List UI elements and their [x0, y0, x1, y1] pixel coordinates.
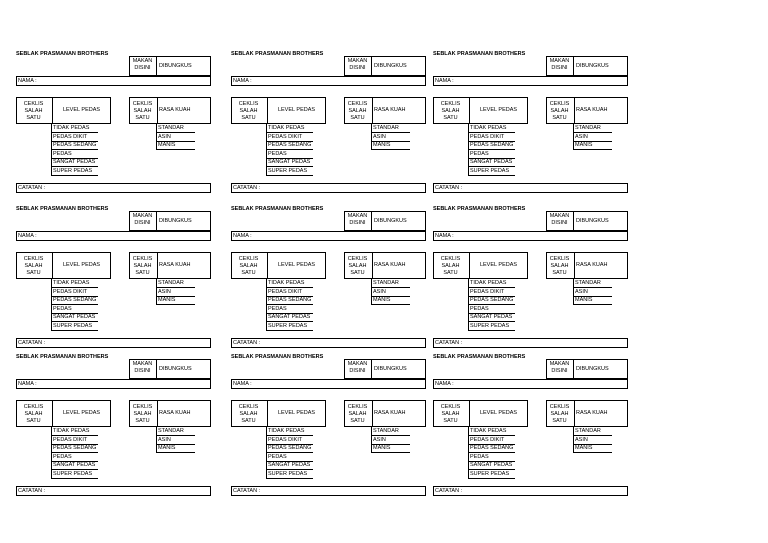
makan-disini-option[interactable]: MAKAN DISINI — [347, 361, 368, 374]
rasa-kuah-header: RASA KUAH — [159, 107, 191, 113]
rasa-kuah-header: RASA KUAH — [576, 262, 608, 268]
level-pedas-option[interactable]: TIDAK PEDAS — [51, 124, 98, 133]
catatan-field[interactable] — [16, 338, 211, 348]
level-pedas-option[interactable]: TIDAK PEDAS — [51, 427, 98, 436]
level-pedas-option[interactable]: SANGAT PEDAS — [51, 313, 98, 322]
rasa-kuah-option[interactable]: MANIS — [371, 141, 410, 150]
level-pedas-option[interactable]: PEDAS DIKIT — [266, 436, 313, 445]
rasa-kuah-option[interactable]: STANDAR — [156, 279, 195, 288]
level-pedas-option[interactable]: PEDAS — [468, 150, 515, 159]
catatan-label: CATATAN : — [435, 488, 463, 494]
catatan-label: CATATAN : — [233, 340, 261, 346]
rasa-kuah-option[interactable]: MANIS — [371, 444, 410, 453]
catatan-field[interactable] — [433, 486, 628, 496]
ceklis-label: CEKLIS SALAH SATU — [23, 101, 44, 121]
level-pedas-header: LEVEL PEDAS — [62, 410, 101, 416]
dibungkus-option[interactable]: DIBUNGKUS — [374, 63, 407, 69]
ceklis-label: CEKLIS SALAH SATU — [23, 404, 44, 424]
level-pedas-option[interactable]: SUPER PEDAS — [266, 322, 313, 331]
dibungkus-option[interactable]: DIBUNGKUS — [576, 63, 609, 69]
dibungkus-option[interactable]: DIBUNGKUS — [576, 218, 609, 224]
level-pedas-option[interactable]: PEDAS — [266, 453, 313, 462]
catatan-label: CATATAN : — [233, 185, 261, 191]
level-pedas-header: LEVEL PEDAS — [277, 262, 316, 268]
nama-field[interactable] — [433, 379, 628, 389]
nama-label: NAMA : — [233, 381, 252, 387]
level-pedas-option[interactable]: PEDAS — [51, 150, 98, 159]
makan-disini-option[interactable]: MAKAN DISINI — [347, 213, 368, 226]
ceklis-label: CEKLIS SALAH SATU — [440, 404, 461, 424]
level-pedas-option[interactable]: TIDAK PEDAS — [468, 279, 515, 288]
makan-disini-option[interactable]: MAKAN DISINI — [549, 213, 570, 226]
nama-label: NAMA : — [233, 78, 252, 84]
order-form-card — [433, 354, 633, 504]
level-pedas-option[interactable]: PEDAS — [468, 453, 515, 462]
level-pedas-option[interactable]: PEDAS — [266, 305, 313, 314]
rasa-kuah-option[interactable]: MANIS — [156, 444, 195, 453]
order-form-card — [231, 354, 431, 504]
catatan-field[interactable] — [16, 486, 211, 496]
level-pedas-option[interactable]: PEDAS SEDANG — [470, 142, 514, 149]
catatan-label: CATATAN : — [18, 488, 46, 494]
dibungkus-option[interactable]: DIBUNGKUS — [374, 366, 407, 372]
catatan-field[interactable] — [231, 183, 426, 193]
makan-disini-option[interactable]: MAKAN DISINI — [132, 213, 153, 226]
rasa-kuah-header: RASA KUAH — [159, 410, 191, 416]
level-pedas-option[interactable]: SUPER PEDAS — [468, 167, 515, 176]
nama-field[interactable] — [231, 231, 426, 241]
rasa-kuah-option[interactable]: STANDAR — [156, 124, 195, 133]
rasa-kuah-header: RASA KUAH — [374, 107, 406, 113]
catatan-field[interactable] — [16, 183, 211, 193]
rasa-kuah-header: RASA KUAH — [576, 107, 608, 113]
form-title: SEBLAK PRASMANAN BROTHERS — [231, 206, 324, 212]
level-pedas-option[interactable]: PEDAS SEDANG — [268, 142, 312, 149]
level-pedas-option[interactable]: PEDAS SEDANG — [53, 445, 97, 452]
level-pedas-option[interactable]: TIDAK PEDAS — [468, 124, 515, 133]
catatan-label: CATATAN : — [18, 185, 46, 191]
form-title: SEBLAK PRASMANAN BROTHERS — [433, 51, 526, 57]
makan-disini-option[interactable]: MAKAN DISINI — [549, 58, 570, 71]
level-pedas-option[interactable]: PEDAS DIKIT — [266, 133, 313, 142]
level-pedas-option[interactable]: PEDAS DIKIT — [51, 288, 98, 297]
catatan-label: CATATAN : — [435, 340, 463, 346]
dibungkus-option[interactable]: DIBUNGKUS — [159, 366, 192, 372]
level-pedas-option[interactable]: TIDAK PEDAS — [266, 124, 313, 133]
nama-label: NAMA : — [18, 78, 37, 84]
rasa-kuah-option[interactable]: ASIN — [371, 133, 410, 142]
rasa-kuah-header: RASA KUAH — [374, 262, 406, 268]
catatan-field[interactable] — [433, 183, 628, 193]
level-pedas-option[interactable]: SANGAT PEDAS — [51, 158, 98, 167]
level-pedas-header: LEVEL PEDAS — [62, 107, 101, 113]
ceklis-label: CEKLIS SALAH SATU — [549, 256, 570, 276]
nama-field[interactable] — [433, 76, 628, 86]
rasa-kuah-option[interactable]: ASIN — [371, 436, 410, 445]
nama-field[interactable] — [16, 231, 211, 241]
rasa-kuah-option[interactable]: ASIN — [573, 436, 612, 445]
level-pedas-option[interactable]: PEDAS — [51, 305, 98, 314]
level-pedas-option[interactable]: PEDAS SEDANG — [53, 297, 97, 304]
makan-disini-option[interactable]: MAKAN DISINI — [549, 361, 570, 374]
level-pedas-option[interactable]: SANGAT PEDAS — [468, 313, 515, 322]
order-form-card — [16, 354, 216, 504]
level-pedas-option[interactable]: SANGAT PEDAS — [266, 313, 313, 322]
makan-disini-option[interactable]: MAKAN DISINI — [132, 58, 153, 71]
level-pedas-option[interactable]: SUPER PEDAS — [51, 322, 98, 331]
level-pedas-option[interactable]: PEDAS — [266, 150, 313, 159]
ceklis-label: CEKLIS SALAH SATU — [347, 404, 368, 424]
level-pedas-option[interactable]: PEDAS DIKIT — [51, 436, 98, 445]
rasa-kuah-option[interactable]: ASIN — [573, 288, 612, 297]
rasa-kuah-option[interactable]: ASIN — [573, 133, 612, 142]
order-form-card — [433, 206, 633, 356]
level-pedas-option[interactable]: TIDAK PEDAS — [468, 427, 515, 436]
order-form-card — [231, 206, 431, 356]
ceklis-label: CEKLIS SALAH SATU — [549, 101, 570, 121]
nama-label: NAMA : — [435, 381, 454, 387]
nama-field[interactable] — [231, 379, 426, 389]
ceklis-label: CEKLIS SALAH SATU — [440, 101, 461, 121]
rasa-kuah-option[interactable]: ASIN — [156, 133, 195, 142]
level-pedas-header: LEVEL PEDAS — [479, 107, 518, 113]
level-pedas-header: LEVEL PEDAS — [479, 262, 518, 268]
catatan-label: CATATAN : — [435, 185, 463, 191]
level-pedas-option[interactable]: SANGAT PEDAS — [468, 158, 515, 167]
ceklis-label: CEKLIS SALAH SATU — [440, 256, 461, 276]
order-form-card — [433, 51, 633, 201]
rasa-kuah-option[interactable]: MANIS — [156, 296, 195, 305]
level-pedas-option[interactable]: PEDAS SEDANG — [470, 445, 514, 452]
level-pedas-option[interactable]: PEDAS SEDANG — [268, 297, 312, 304]
order-form-card — [231, 51, 431, 201]
nama-field[interactable] — [231, 76, 426, 86]
level-pedas-option[interactable]: SUPER PEDAS — [266, 470, 313, 479]
rasa-kuah-option[interactable]: STANDAR — [573, 124, 612, 133]
nama-label: NAMA : — [18, 233, 37, 239]
level-pedas-option[interactable]: SUPER PEDAS — [51, 470, 98, 479]
rasa-kuah-option[interactable]: MANIS — [371, 296, 410, 305]
level-pedas-option[interactable]: PEDAS DIKIT — [468, 133, 515, 142]
level-pedas-header: LEVEL PEDAS — [62, 262, 101, 268]
makan-disini-option[interactable]: MAKAN DISINI — [132, 361, 153, 374]
catatan-field[interactable] — [231, 486, 426, 496]
nama-label: NAMA : — [233, 233, 252, 239]
ceklis-label: CEKLIS SALAH SATU — [132, 101, 153, 121]
form-title: SEBLAK PRASMANAN BROTHERS — [16, 51, 109, 57]
rasa-kuah-option[interactable]: MANIS — [156, 141, 195, 150]
level-pedas-option[interactable]: SANGAT PEDAS — [266, 461, 313, 470]
form-title: SEBLAK PRASMANAN BROTHERS — [16, 354, 109, 360]
rasa-kuah-option[interactable]: ASIN — [371, 288, 410, 297]
ceklis-label: CEKLIS SALAH SATU — [132, 404, 153, 424]
rasa-kuah-option[interactable]: MANIS — [573, 296, 612, 305]
rasa-kuah-option[interactable]: ASIN — [156, 288, 195, 297]
ceklis-label: CEKLIS SALAH SATU — [23, 256, 44, 276]
level-pedas-option[interactable]: SANGAT PEDAS — [468, 461, 515, 470]
makan-disini-option[interactable]: MAKAN DISINI — [347, 58, 368, 71]
catatan-field[interactable] — [433, 338, 628, 348]
level-pedas-option[interactable]: PEDAS SEDANG — [470, 297, 514, 304]
level-pedas-option[interactable]: SUPER PEDAS — [51, 167, 98, 176]
order-form-card — [16, 51, 216, 201]
level-pedas-option[interactable]: SUPER PEDAS — [266, 167, 313, 176]
rasa-kuah-option[interactable]: STANDAR — [371, 427, 410, 436]
level-pedas-option[interactable]: SUPER PEDAS — [468, 470, 515, 479]
level-pedas-option[interactable]: PEDAS DIKIT — [266, 288, 313, 297]
level-pedas-option[interactable]: PEDAS — [51, 453, 98, 462]
level-pedas-option[interactable]: PEDAS DIKIT — [468, 436, 515, 445]
rasa-kuah-option[interactable]: STANDAR — [371, 124, 410, 133]
nama-label: NAMA : — [435, 233, 454, 239]
level-pedas-option[interactable]: SUPER PEDAS — [468, 322, 515, 331]
form-title: SEBLAK PRASMANAN BROTHERS — [433, 206, 526, 212]
rasa-kuah-option[interactable]: STANDAR — [371, 279, 410, 288]
ceklis-label: CEKLIS SALAH SATU — [238, 256, 259, 276]
dibungkus-option[interactable]: DIBUNGKUS — [159, 63, 192, 69]
ceklis-label: CEKLIS SALAH SATU — [347, 101, 368, 121]
form-title: SEBLAK PRASMANAN BROTHERS — [433, 354, 526, 360]
level-pedas-option[interactable]: PEDAS SEDANG — [268, 445, 312, 452]
form-title: SEBLAK PRASMANAN BROTHERS — [16, 206, 109, 212]
catatan-field[interactable] — [231, 338, 426, 348]
level-pedas-header: LEVEL PEDAS — [277, 410, 316, 416]
catatan-label: CATATAN : — [18, 340, 46, 346]
dibungkus-option[interactable]: DIBUNGKUS — [159, 218, 192, 224]
ceklis-label: CEKLIS SALAH SATU — [347, 256, 368, 276]
rasa-kuah-header: RASA KUAH — [159, 262, 191, 268]
rasa-kuah-header: RASA KUAH — [374, 410, 406, 416]
level-pedas-option[interactable]: PEDAS DIKIT — [468, 288, 515, 297]
order-form-card — [16, 206, 216, 356]
level-pedas-option[interactable]: TIDAK PEDAS — [266, 279, 313, 288]
ceklis-label: CEKLIS SALAH SATU — [238, 101, 259, 121]
dibungkus-option[interactable]: DIBUNGKUS — [374, 218, 407, 224]
level-pedas-option[interactable]: SANGAT PEDAS — [51, 461, 98, 470]
level-pedas-header: LEVEL PEDAS — [277, 107, 316, 113]
level-pedas-option[interactable]: PEDAS — [468, 305, 515, 314]
form-title: SEBLAK PRASMANAN BROTHERS — [231, 51, 324, 57]
rasa-kuah-option[interactable]: STANDAR — [573, 279, 612, 288]
ceklis-label: CEKLIS SALAH SATU — [238, 404, 259, 424]
level-pedas-header: LEVEL PEDAS — [479, 410, 518, 416]
form-title: SEBLAK PRASMANAN BROTHERS — [231, 354, 324, 360]
dibungkus-option[interactable]: DIBUNGKUS — [576, 366, 609, 372]
level-pedas-option[interactable]: PEDAS SEDANG — [53, 142, 97, 149]
level-pedas-option[interactable]: TIDAK PEDAS — [266, 427, 313, 436]
nama-field[interactable] — [433, 231, 628, 241]
rasa-kuah-option[interactable]: STANDAR — [156, 427, 195, 436]
catatan-label: CATATAN : — [233, 488, 261, 494]
level-pedas-option[interactable]: SANGAT PEDAS — [266, 158, 313, 167]
ceklis-label: CEKLIS SALAH SATU — [132, 256, 153, 276]
nama-label: NAMA : — [18, 381, 37, 387]
rasa-kuah-option[interactable]: ASIN — [156, 436, 195, 445]
ceklis-label: CEKLIS SALAH SATU — [549, 404, 570, 424]
level-pedas-option[interactable]: PEDAS DIKIT — [51, 133, 98, 142]
rasa-kuah-option[interactable]: MANIS — [573, 141, 612, 150]
level-pedas-option[interactable]: TIDAK PEDAS — [51, 279, 98, 288]
rasa-kuah-option[interactable]: MANIS — [573, 444, 612, 453]
nama-label: NAMA : — [435, 78, 454, 84]
rasa-kuah-header: RASA KUAH — [576, 410, 608, 416]
rasa-kuah-option[interactable]: STANDAR — [573, 427, 612, 436]
nama-field[interactable] — [16, 379, 211, 389]
nama-field[interactable] — [16, 76, 211, 86]
